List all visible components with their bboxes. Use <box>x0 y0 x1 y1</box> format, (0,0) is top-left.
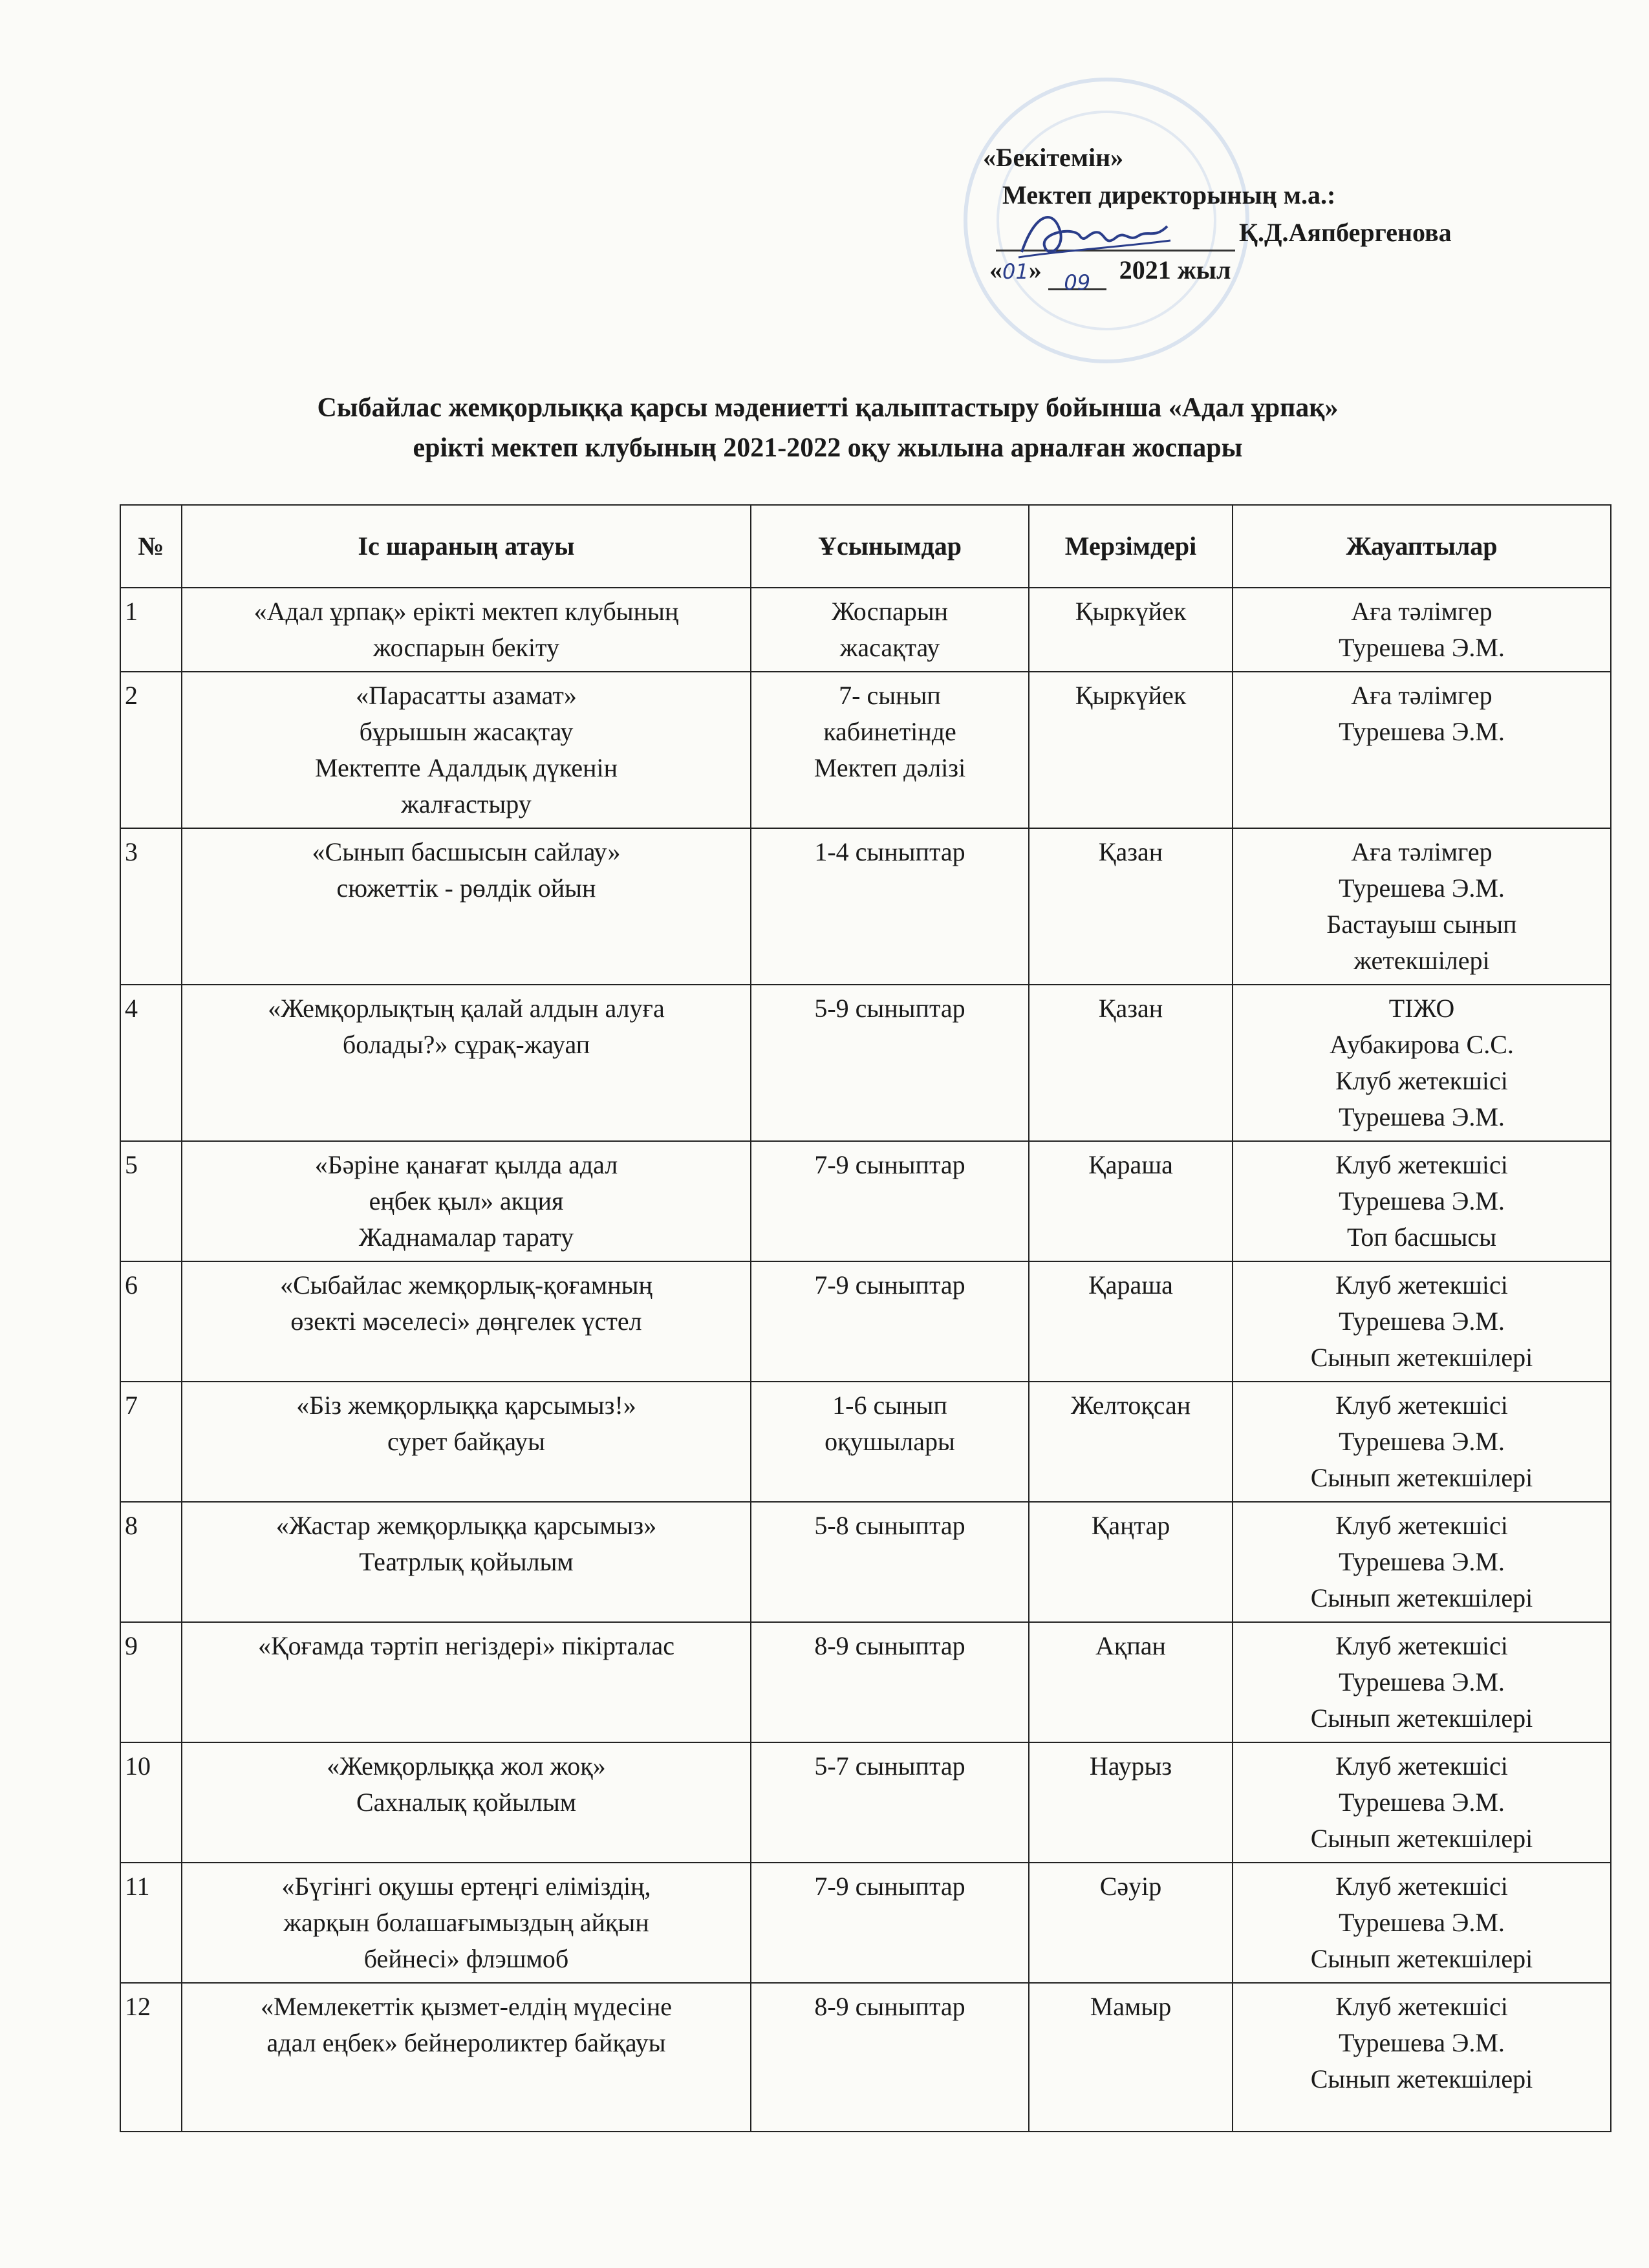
cell-event-name <box>182 1502 751 1622</box>
header-event-name: Іс шараның атауы <box>182 505 751 588</box>
cell-event-name-line: жарқын болашағымыздың айқын <box>283 1908 649 1937</box>
cell-number-line: 8 <box>125 1511 138 1540</box>
cell-number <box>120 588 182 672</box>
cell-recommendation-line: 7- сынып <box>839 681 941 710</box>
table-row <box>120 1502 1611 1622</box>
cell-number-line: 9 <box>125 1631 138 1660</box>
cell-event-name-line: «Адал ұрпақ» ерікті мектеп клубының <box>253 597 679 626</box>
cell-date <box>1029 1382 1233 1502</box>
cell-number <box>120 1622 182 1742</box>
cell-date <box>1029 1742 1233 1863</box>
cell-event-name <box>182 1983 751 2132</box>
table-row <box>120 1382 1611 1502</box>
cell-responsible-line: Сынып жетекшілері <box>1310 1944 1533 1973</box>
cell-number-line: 12 <box>125 1992 151 2021</box>
cell-responsible <box>1233 588 1611 672</box>
cell-date-line: Сәуір <box>1099 1872 1162 1901</box>
cell-recommendation <box>751 1382 1029 1502</box>
cell-responsible-line: Аға тәлімгер <box>1351 597 1493 626</box>
cell-event-name <box>182 1141 751 1261</box>
cell-date-line: Қараша <box>1088 1150 1173 1179</box>
cell-event-name-line: болады?» сұрақ-жауап <box>342 1030 590 1059</box>
cell-recommendation-line: 7-9 сыныптар <box>814 1872 965 1901</box>
cell-responsible-line: Сынып жетекшілері <box>1310 2064 1533 2093</box>
cell-responsible-line: Клуб жетекшісі <box>1335 1751 1508 1781</box>
cell-responsible-line: Клуб жетекшісі <box>1335 1391 1508 1420</box>
cell-responsible-line: Аға тәлімгер <box>1351 681 1493 710</box>
table-row <box>120 672 1611 828</box>
approval-year: 2021 жыл <box>1119 255 1231 284</box>
cell-recommendation <box>751 1502 1029 1622</box>
cell-responsible-line: Турешева Э.М. <box>1339 1908 1505 1937</box>
approval-day: 01 <box>1002 259 1029 284</box>
table-row <box>120 1622 1611 1742</box>
cell-event-name-line: өзекті мәселесі» дөңгелек үстел <box>290 1307 642 1336</box>
cell-responsible-line: Клуб жетекшісі <box>1335 1270 1508 1300</box>
cell-responsible-line: ТІЖО <box>1388 994 1455 1023</box>
cell-responsible-line: жетекшілері <box>1353 946 1490 975</box>
cell-number <box>120 1863 182 1983</box>
cell-responsible-line: Клуб жетекшісі <box>1335 1631 1508 1660</box>
cell-responsible-line: Турешева Э.М. <box>1339 1547 1505 1576</box>
cell-number-line: 2 <box>125 681 138 710</box>
cell-event-name-line: «Сыбайлас жемқорлық-қоғамның <box>280 1270 652 1300</box>
cell-number <box>120 1141 182 1261</box>
cell-number-line: 4 <box>125 994 138 1023</box>
cell-recommendation-line: 7-9 сыныптар <box>814 1270 965 1300</box>
cell-event-name-line: «Қоғамда тәртіп негіздері» пікірталас <box>257 1631 675 1660</box>
cell-date <box>1029 1502 1233 1622</box>
cell-number <box>120 1382 182 1502</box>
cell-responsible-line: Сынып жетекшілері <box>1310 1463 1533 1492</box>
cell-event-name <box>182 1622 751 1742</box>
cell-responsible-line: Турешева Э.М. <box>1339 633 1505 662</box>
cell-recommendation <box>751 588 1029 672</box>
cell-date-line: Қаңтар <box>1091 1511 1170 1540</box>
cell-event-name-line: «Жемқорлыққа жол жоқ» <box>327 1751 606 1781</box>
cell-date-line: Қыркүйек <box>1075 681 1187 710</box>
cell-responsible <box>1233 1382 1611 1502</box>
cell-responsible <box>1233 1261 1611 1382</box>
cell-responsible-line: Турешева Э.М. <box>1339 717 1505 746</box>
cell-event-name-line: еңбек қыл» акция <box>369 1186 564 1215</box>
cell-responsible <box>1233 828 1611 985</box>
cell-date <box>1029 1622 1233 1742</box>
cell-responsible-line: Турешева Э.М. <box>1339 1307 1505 1336</box>
cell-recommendation-line: 8-9 сыныптар <box>814 1992 965 2021</box>
cell-event-name-line: «Біз жемқорлыққа қарсымыз!» <box>296 1391 636 1420</box>
cell-date <box>1029 672 1233 828</box>
cell-responsible-line: Турешева Э.М. <box>1339 1186 1505 1215</box>
cell-event-name-line: сурет байқауы <box>387 1427 545 1456</box>
cell-responsible-line: Аға тәлімгер <box>1351 837 1493 866</box>
cell-number-line: 5 <box>125 1150 138 1179</box>
cell-date <box>1029 1863 1233 1983</box>
cell-number <box>120 1261 182 1382</box>
cell-event-name <box>182 1382 751 1502</box>
cell-date-line: Мамыр <box>1090 1992 1172 2021</box>
cell-recommendation <box>751 1983 1029 2132</box>
cell-recommendation-line: оқушылары <box>824 1427 955 1456</box>
table-row <box>120 828 1611 985</box>
cell-number-line: 7 <box>125 1391 138 1420</box>
cell-recommendation-line: 5-9 сыныптар <box>814 994 965 1023</box>
cell-responsible <box>1233 1863 1611 1983</box>
approval-date: «01» 09 2021 жыл <box>989 255 1231 295</box>
cell-recommendation <box>751 1863 1029 1983</box>
cell-responsible <box>1233 985 1611 1141</box>
cell-event-name-line: «Парасатты азамат» <box>356 681 577 710</box>
cell-responsible <box>1233 1622 1611 1742</box>
title-line-2: ерікті мектеп клубының 2021-2022 оқу жылына арналған жоспары <box>413 433 1243 463</box>
cell-event-name-line: сюжеттік - рөлдік ойын <box>336 873 596 903</box>
document-title <box>116 388 1539 468</box>
cell-responsible-line: Турешева Э.М. <box>1339 873 1505 903</box>
cell-responsible-line: Аубакирова С.С. <box>1330 1030 1514 1059</box>
cell-responsible-line: Клуб жетекшісі <box>1335 1992 1508 2021</box>
cell-date <box>1029 985 1233 1141</box>
cell-responsible-line: Клуб жетекшісі <box>1335 1066 1508 1095</box>
cell-date-line: Қазан <box>1098 837 1163 866</box>
cell-date-line: Қыркүйек <box>1075 597 1187 626</box>
cell-recommendation <box>751 985 1029 1141</box>
cell-event-name-line: адал еңбек» бейнероликтер байқауы <box>266 2028 666 2057</box>
approval-position: Мектеп директорының м.а.: <box>1002 180 1336 209</box>
director-name: Қ.Д.Аяпбергенова <box>1239 218 1452 247</box>
cell-date-line: Наурыз <box>1089 1751 1172 1781</box>
cell-recommendation-line: Жоспарын <box>832 597 948 626</box>
cell-event-name <box>182 828 751 985</box>
cell-responsible <box>1233 1141 1611 1261</box>
cell-date <box>1029 1983 1233 2132</box>
cell-recommendation-line: 1-6 сынып <box>832 1391 947 1420</box>
cell-event-name <box>182 588 751 672</box>
cell-recommendation-line: 8-9 сыныптар <box>814 1631 965 1660</box>
title-line-1: Сыбайлас жемқорлыққа қарсы мәдениетті қалыптастыру бойынша «Адал ұрпақ» <box>317 393 1339 423</box>
cell-recommendation-line: 1-4 сыныптар <box>814 837 965 866</box>
cell-event-name-line: «Жастар жемқорлыққа қарсымыз» <box>275 1511 657 1540</box>
cell-recommendation-line: жасақтау <box>839 633 940 662</box>
cell-date <box>1029 1261 1233 1382</box>
cell-responsible-line: Турешева Э.М. <box>1339 1788 1505 1817</box>
table-row <box>120 1983 1611 2132</box>
cell-event-name-line: Мектепте Адалдық дүкенін <box>314 753 618 782</box>
cell-event-name-line: «Сынып басшысын сайлау» <box>312 837 621 866</box>
cell-responsible-line: Сынып жетекшілері <box>1310 1343 1533 1372</box>
director-signature <box>1009 200 1177 272</box>
cell-event-name-line: «Бүгінгі оқушы ертеңгі еліміздің, <box>281 1872 651 1901</box>
cell-recommendation <box>751 1141 1029 1261</box>
header-number: № <box>120 505 182 588</box>
cell-number-line: 10 <box>125 1751 151 1781</box>
cell-date-line: Қараша <box>1088 1270 1173 1300</box>
cell-date-line: Қазан <box>1098 994 1163 1023</box>
cell-number-line: 6 <box>125 1270 138 1300</box>
cell-event-name-line: бұрышын жасақтау <box>359 717 574 746</box>
table-row <box>120 985 1611 1141</box>
table-row <box>120 1863 1611 1983</box>
header-responsible: Жауаптылар <box>1233 505 1611 588</box>
cell-responsible-line: Топ басшысы <box>1347 1223 1496 1252</box>
cell-responsible-line: Сынып жетекшілері <box>1310 1704 1533 1733</box>
cell-event-name-line: жалғастыру <box>401 789 532 818</box>
cell-responsible-line: Турешева Э.М. <box>1339 1427 1505 1456</box>
cell-recommendation <box>751 828 1029 985</box>
cell-number <box>120 1502 182 1622</box>
cell-responsible <box>1233 1502 1611 1622</box>
table-row <box>120 588 1611 672</box>
cell-recommendation <box>751 672 1029 828</box>
cell-date <box>1029 1141 1233 1261</box>
cell-number <box>120 828 182 985</box>
table-row <box>120 1261 1611 1382</box>
cell-recommendation <box>751 1261 1029 1382</box>
cell-responsible-line: Клуб жетекшісі <box>1335 1511 1508 1540</box>
table-row <box>120 1742 1611 1863</box>
cell-recommendation-line: 5-8 сыныптар <box>814 1511 965 1540</box>
cell-date-line: Желтоқсан <box>1070 1391 1191 1420</box>
cell-event-name-line: «Мемлекеттік қызмет-елдің мүдесіне <box>261 1992 672 2021</box>
cell-responsible-line: Бастауыш сынып <box>1326 910 1517 939</box>
cell-number <box>120 985 182 1141</box>
cell-number-line: 1 <box>125 597 138 626</box>
cell-number <box>120 672 182 828</box>
cell-number-line: 3 <box>125 837 138 866</box>
cell-responsible-line: Клуб жетекшісі <box>1335 1150 1508 1179</box>
cell-date-line: Ақпан <box>1095 1631 1166 1660</box>
cell-responsible <box>1233 672 1611 828</box>
cell-event-name-line: Театрлық қойылым <box>359 1547 574 1576</box>
table-header-row <box>120 505 1611 588</box>
cell-event-name-line: «Жемқорлықтың қалай алдын алуға <box>268 994 665 1023</box>
cell-recommendation <box>751 1622 1029 1742</box>
plan-table <box>120 504 1611 2132</box>
cell-date <box>1029 588 1233 672</box>
cell-event-name-line: Жаднамалар тарату <box>358 1223 574 1252</box>
cell-recommendation-line: Мектеп дәлізі <box>814 753 966 782</box>
cell-event-name <box>182 1742 751 1863</box>
cell-event-name-line: жоспарын бекіту <box>373 633 559 662</box>
cell-responsible-line: Сынып жетекшілері <box>1310 1824 1533 1853</box>
cell-event-name <box>182 985 751 1141</box>
cell-event-name-line: Сахналық қойылым <box>356 1788 577 1817</box>
cell-event-name-line: «Бәріне қанағат қылда адал <box>314 1150 618 1179</box>
cell-recommendation <box>751 1742 1029 1863</box>
cell-recommendation-line: 7-9 сыныптар <box>814 1150 965 1179</box>
table-row <box>120 1141 1611 1261</box>
cell-date <box>1029 828 1233 985</box>
cell-event-name <box>182 1863 751 1983</box>
header-dates: Мерзімдері <box>1029 505 1233 588</box>
cell-responsible-line: Клуб жетекшісі <box>1335 1872 1508 1901</box>
cell-responsible-line: Сынып жетекшілері <box>1310 1583 1533 1612</box>
cell-event-name <box>182 1261 751 1382</box>
header-recommendations: Ұсынымдар <box>751 505 1029 588</box>
cell-responsible-line: Турешева Э.М. <box>1339 2028 1505 2057</box>
cell-number <box>120 1742 182 1863</box>
approval-month: 09 <box>1048 262 1106 290</box>
cell-event-name-line: бейнесі» флэшмоб <box>363 1944 569 1973</box>
approval-heading: «Бекітемін» <box>983 143 1124 172</box>
cell-responsible <box>1233 1742 1611 1863</box>
cell-recommendation-line: 5-7 сыныптар <box>814 1751 965 1781</box>
cell-responsible-line: Турешева Э.М. <box>1339 1667 1505 1696</box>
cell-event-name <box>182 672 751 828</box>
cell-responsible-line: Турешева Э.М. <box>1339 1102 1505 1131</box>
cell-responsible <box>1233 1983 1611 2132</box>
cell-number <box>120 1983 182 2132</box>
cell-recommendation-line: кабинетінде <box>823 717 956 746</box>
cell-number-line: 11 <box>125 1872 150 1901</box>
